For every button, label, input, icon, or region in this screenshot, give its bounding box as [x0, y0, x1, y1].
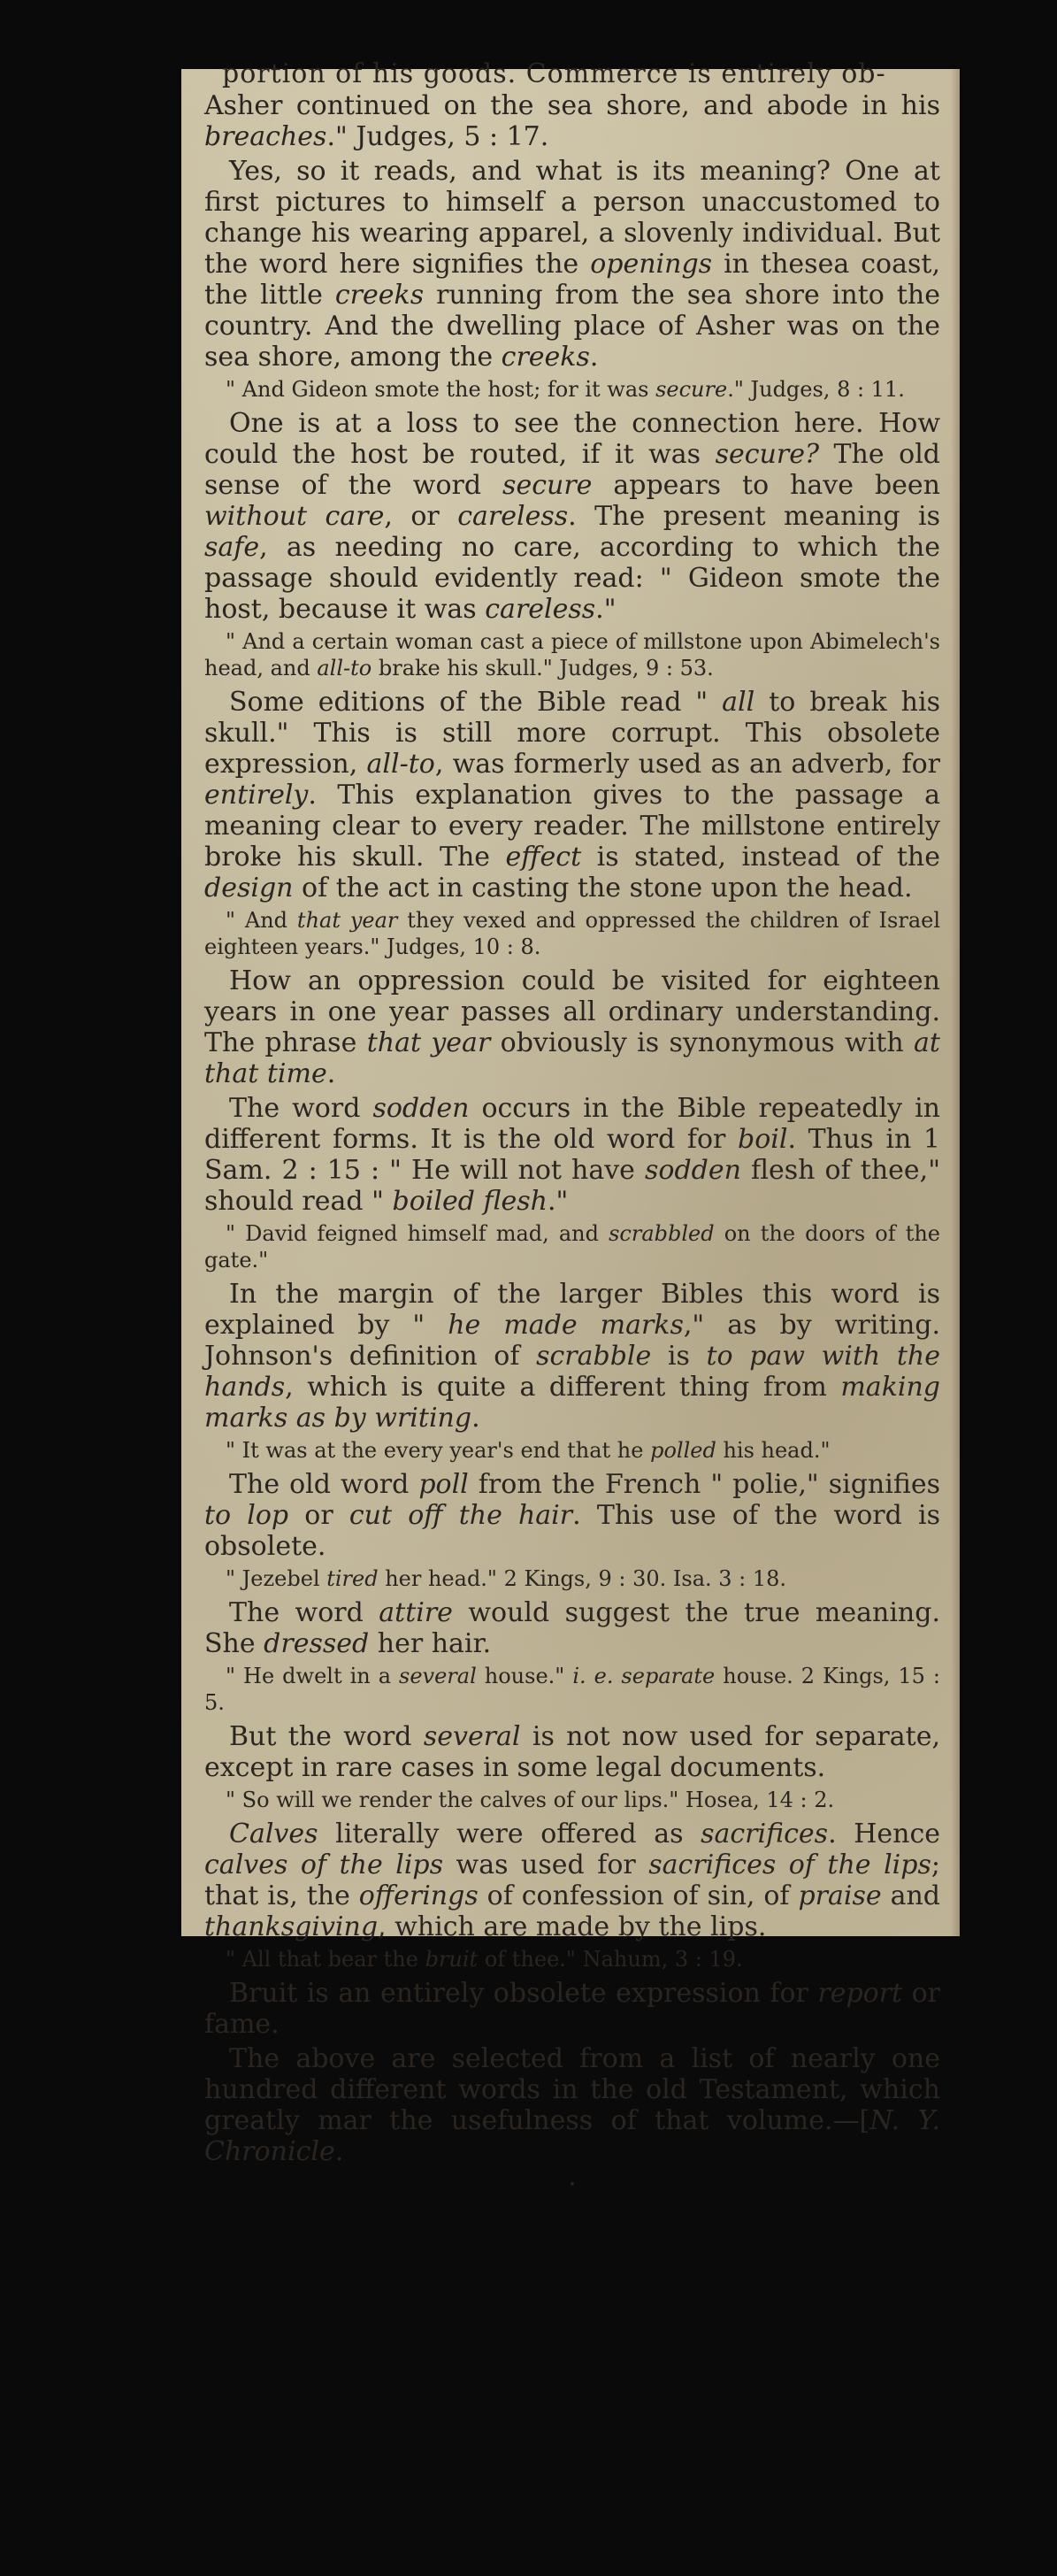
italic-term: boil [738, 1124, 788, 1155]
scripture-quote [204, 907, 940, 960]
text-run: , as needing no care, according to which the passage should evidently read: " Gideon smote the host, because it was [204, 532, 940, 625]
text-run: on the doors of the gate." [204, 1221, 941, 1273]
text-run: , was formerly used as an adverb, for [434, 749, 940, 780]
text-run: Asher continued on the sea shore, and abode in his [204, 90, 940, 121]
italic-term: poll [418, 1469, 469, 1500]
text-run: " And [226, 908, 297, 933]
newspaper-clipping [181, 58, 960, 2192]
italic-term: praise [798, 1880, 882, 1911]
article-paragraph [204, 156, 940, 373]
text-run: appears to have been [592, 470, 940, 501]
italic-term: sodden [372, 1093, 470, 1124]
italic-term: i. e. separate [572, 1664, 716, 1688]
text-run: his head." [716, 1438, 831, 1463]
text-run: . [471, 1403, 480, 1434]
article-paragraph [204, 1721, 940, 1783]
text-run: , which is quite a different thing from [285, 1372, 841, 1403]
italic-term: design [204, 873, 294, 904]
text-run: ." [547, 1186, 569, 1217]
torn-top-fragment: portion of his goods. Commerce is entirely ob- [222, 58, 886, 89]
text-run: , which are made by the lips. [378, 1911, 767, 1942]
text-run: from the French " polie," signifies [468, 1469, 940, 1500]
text-run: In the margin of the larger Bibles this word is explained by " [204, 1279, 940, 1341]
article-paragraph [204, 2043, 940, 2167]
italic-term: all-to [317, 656, 372, 681]
italic-term: all-to [366, 749, 435, 780]
text-run: . This explanation gives to the passage a meaning clear to every reader. The millstone entirely broke his skull. The [204, 780, 940, 873]
scripture-quote [204, 1946, 940, 1972]
italic-term: creeks [334, 280, 425, 311]
italic-term: entirely [204, 780, 309, 811]
text-run: " Jezebel [226, 1566, 327, 1591]
text-run: of the act in casting the stone upon the head. [293, 873, 913, 904]
italic-term: he made marks [448, 1310, 684, 1341]
italic-term: dressed [264, 1628, 370, 1659]
end-mark: . [568, 2161, 577, 2192]
italic-term: to lop [204, 1500, 289, 1531]
text-run: " And a certain woman cast a piece of millstone upon Abimelech's head, and [204, 629, 940, 681]
text-run: is not now used for separate, except in rare cases in some legal documents. [204, 1721, 941, 1783]
italic-term: boiled flesh [392, 1186, 548, 1217]
italic-term: offerings [358, 1880, 479, 1911]
text-run: occurs in the Bible repeatedly in different forms. It is the old word for [204, 1093, 940, 1155]
scripture-quote [204, 1663, 940, 1716]
text-run: is stated, instead of the [581, 842, 940, 873]
italic-term: effect [505, 842, 582, 873]
text-run: ." [595, 594, 617, 625]
text-run: The word [229, 1597, 379, 1628]
text-run: " It was at the every year's end that he [226, 1438, 651, 1463]
text-run: How an oppression could be visited for eighteen years in one year passes all ordinary understanding. The phrase [204, 965, 940, 1058]
italic-term: openings [590, 249, 713, 280]
italic-term: secure? [715, 439, 820, 470]
text-run: . This use of the word is obsolete. [204, 1500, 940, 1562]
text-run: The word [229, 1093, 373, 1124]
italic-term: to paw with the hands [204, 1341, 940, 1403]
article-paragraph [204, 90, 940, 152]
italic-term: without care [204, 501, 385, 532]
italic-term: breaches [204, 121, 327, 152]
italic-term: all [722, 687, 755, 718]
text-run: . [589, 342, 599, 373]
italic-term: tired [326, 1566, 379, 1591]
italic-term: N. Y. Chronicle [204, 2105, 940, 2167]
text-run: The old word [229, 1469, 419, 1500]
italic-term: careless [457, 501, 569, 532]
text-run: . Thus in 1 Sam. 2 : 15 : " He will not have [204, 1124, 940, 1186]
article-paragraph [204, 1469, 940, 1562]
italic-term: thanksgiving [204, 1911, 379, 1942]
scripture-quote [204, 376, 940, 403]
text-run: her head." 2 Kings, 9 : 30. Isa. 3 : 18. [378, 1566, 787, 1591]
article-body [204, 90, 940, 2167]
text-run: ; that is, the [204, 1849, 940, 1911]
italic-term: at that time [204, 1027, 940, 1089]
text-run: was used for [443, 1849, 649, 1880]
text-run: Some editions of the Bible read " [229, 687, 723, 718]
italic-term: sodden [645, 1155, 741, 1186]
text-run: . [334, 2136, 344, 2167]
italic-term: report [817, 1978, 903, 2009]
italic-term: safe [204, 532, 260, 563]
italic-term: bruit [425, 1947, 479, 1972]
italic-term: that year [296, 908, 398, 933]
italic-term: scrabble [536, 1341, 652, 1372]
text-run: The above are selected from a list of nearly one hundred different words in the old Testament, which greatly mar the usefulness of that volume.—[ [204, 2043, 940, 2136]
italic-term: creeks [501, 342, 590, 373]
paper-edge-shadow [951, 69, 960, 1936]
text-run: and [881, 1880, 940, 1911]
text-run: ," as by writing. Johnson's definition of [204, 1310, 941, 1372]
text-run: . [326, 1058, 336, 1089]
article-paragraph [204, 1819, 940, 1942]
text-run: her hair. [369, 1628, 492, 1659]
text-run: . Hence [828, 1819, 940, 1849]
text-run: is [651, 1341, 707, 1372]
text-run: Bruit is an entirely obsolete expression for [229, 1978, 818, 2009]
text-run: running from the sea shore into the country. And the dwelling place of Asher was on the sea shore, among the [204, 280, 940, 373]
italic-term: careless [485, 594, 596, 625]
article-paragraph [204, 1978, 940, 2040]
text-run: ." Judges, 8 : 11. [727, 377, 905, 402]
italic-term: secure [655, 377, 728, 402]
italic-term: that year [366, 1027, 491, 1058]
text-run: they vexed and oppressed the children of Israel eighteen years." Judges, 10 : 8. [204, 908, 941, 959]
italic-term: scrabbled [609, 1221, 715, 1246]
text-run: literally were offered as [318, 1819, 701, 1849]
text-run: " He dwelt in a [226, 1664, 400, 1688]
article-paragraph [204, 1093, 940, 1217]
text-run: house. 2 Kings, 15 : 5. [204, 1664, 941, 1715]
text-run: " So will we render the calves of our lips." Hosea, 14 : 2. [226, 1788, 835, 1812]
italic-term: several [423, 1721, 521, 1752]
text-run: or [288, 1500, 349, 1531]
italic-term: making marks as by writing [204, 1372, 940, 1434]
text-run: flesh of thee," should read " [204, 1155, 940, 1217]
italic-term: Calves [229, 1819, 318, 1849]
italic-term: sacrifices of the lips [648, 1849, 931, 1880]
text-run: One is at a loss to see the connection here. How could the host be routed, if it was [204, 408, 940, 470]
article-paragraph [204, 1279, 940, 1434]
article-paragraph [204, 1597, 940, 1659]
italic-term: secure [502, 470, 593, 501]
scripture-quote [204, 1220, 940, 1273]
text-run: . The present meaning is [568, 501, 940, 532]
article-paragraph [204, 408, 940, 625]
scripture-quote [204, 1787, 940, 1813]
text-run: in thesea coast, the little [204, 249, 940, 311]
text-run: or fame. [204, 1978, 940, 2040]
text-run: " David feigned himself mad, and [226, 1221, 609, 1246]
italic-term: attire [379, 1597, 453, 1628]
italic-term: sacrifices [701, 1819, 829, 1849]
text-run: would suggest the true meaning. She [204, 1597, 940, 1659]
text-run: of thee." Nahum, 3 : 19. [478, 1947, 743, 1972]
italic-term: several [399, 1664, 477, 1688]
text-run: ." Judges, 5 : 17. [326, 121, 549, 152]
text-run: Yes, so it reads, and what is its meaning? One at first pictures to himself a person unaccustomed to change his wearing apparel, a slovenly individual. But the word here signifies the [204, 156, 940, 280]
text-run: " And Gideon smote the host; for it was [226, 377, 656, 402]
text-run: obviously is synonymous with [490, 1027, 915, 1058]
text-run: But the word [229, 1721, 424, 1752]
text-run: house." [476, 1664, 573, 1688]
text-run: The old sense of the word [204, 439, 940, 501]
text-run: to break his skull." This is still more corrupt. This obsolete expression, [204, 687, 940, 780]
italic-term: cut off the hair [349, 1500, 573, 1531]
text-run: brake his skull." Judges, 9 : 53. [371, 656, 714, 681]
scripture-quote [204, 628, 940, 681]
article-paragraph [204, 687, 940, 904]
italic-term: polled [650, 1438, 716, 1463]
italic-term: calves of the lips [204, 1849, 444, 1880]
text-run: of confession of sin, of [478, 1880, 799, 1911]
scripture-quote [204, 1565, 940, 1592]
scripture-quote [204, 1437, 940, 1464]
text-run: , or [384, 501, 458, 532]
text-run: " All that bear the [226, 1947, 425, 1972]
article-paragraph [204, 965, 940, 1089]
